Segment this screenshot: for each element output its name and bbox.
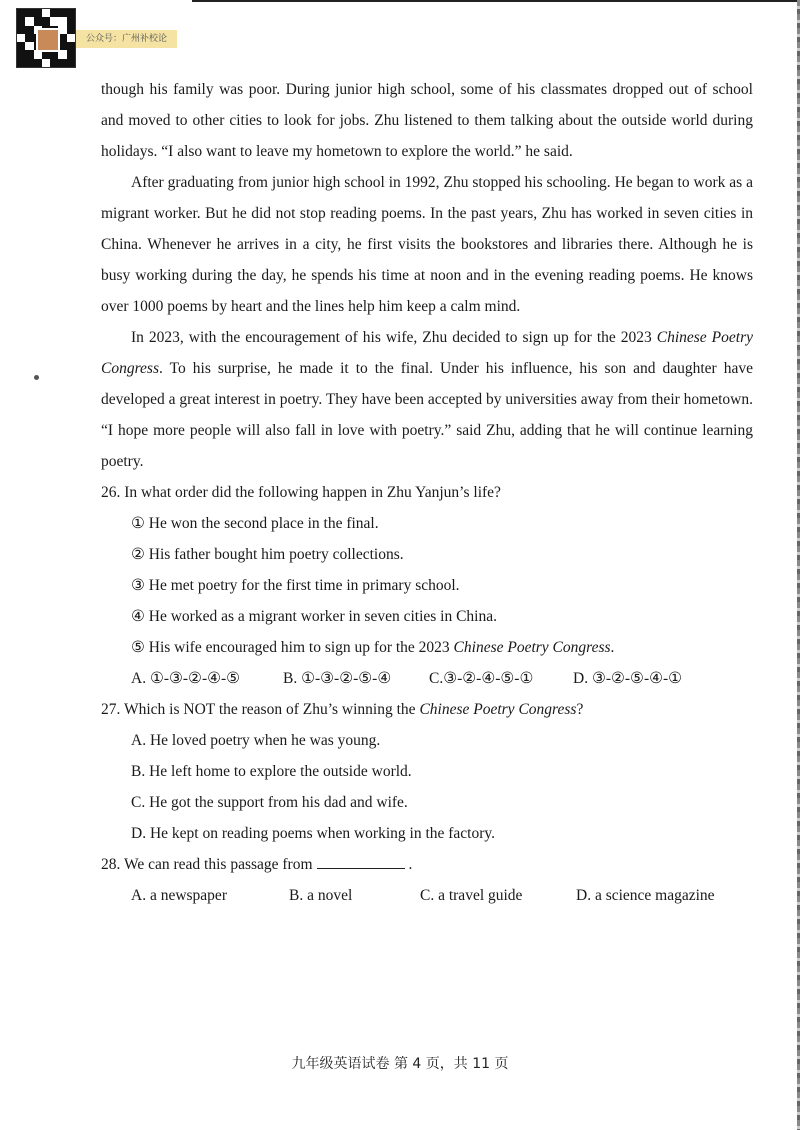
question-27-stem: 27. Which is NOT the reason of Zhu’s winning the Chinese Poetry Congress? xyxy=(101,701,584,718)
q26-event-4: ④ He worked as a migrant worker in seven cities in China. xyxy=(131,608,497,625)
q27-option-a[interactable]: A. He loved poetry when he was young. xyxy=(131,732,381,749)
q28-option-b[interactable]: B. a novel xyxy=(289,887,353,904)
q28-options xyxy=(131,880,753,911)
q28-option-c[interactable]: C. a travel guide xyxy=(420,887,523,904)
page-footer: 九年级英语试卷 第 4 页，共 11 页 xyxy=(291,1056,509,1072)
passage-paragraph-3: In 2023, with the encouragement of his wife, Zhu decided to sign up for the 2023 Chinese Poetry Congress. To his surprise, he made it to the final. Under his influence, his son and daughter have developed a great interest in poetry. They have been accepted by universities away from their hometown. “I hope more people will also fall in love with poetry.” said Zhu, adding that he will continue learning poetry. xyxy=(101,329,753,470)
q26-event-2: ② His father bought him poetry collections. xyxy=(131,546,404,563)
q26-event-5: ⑤ His wife encouraged him to sign up for the 2023 Chinese Poetry Congress. xyxy=(131,639,615,656)
q26-option-d[interactable]: D. ③-②-⑤-④-① xyxy=(573,670,683,687)
q26-option-c[interactable]: C.③-②-④-⑤-① xyxy=(429,670,534,687)
q26-option-a[interactable]: A. ①-③-②-④-⑤ xyxy=(131,670,241,687)
avatar xyxy=(36,28,60,52)
q26-options xyxy=(131,663,753,694)
q26-event-3: ③ He met poetry for the first time in primary school. xyxy=(131,577,460,594)
q27-option-c[interactable]: C. He got the support from his dad and wife. xyxy=(131,794,408,811)
qr-code xyxy=(16,8,76,68)
margin-mark xyxy=(34,375,39,380)
passage-paragraph-1: though his family was poor. During junior high school, some of his classmates dropped out of school and moved to other cities to look for jobs. Zhu listened to them talking about the outside world during holidays. “I also want to leave my hometown to explore the world.” he said. xyxy=(101,81,753,160)
passage-paragraph-2: After graduating from junior high school in 1992, Zhu stopped his schooling. He began to work as a migrant worker. But he did not stop reading poems. In the past years, Zhu has worked in seven cities in China. Whenever he arrives in a city, he first visits the bookstores and libraries there. Although he is busy working during the day, he spends his time at noon and in the evening reading poems. He knows over 1000 poems by heart and the lines help him keep a calm mind. xyxy=(101,174,753,315)
answer-blank[interactable] xyxy=(317,854,405,869)
question-28-stem: 28. We can read this passage from . xyxy=(101,856,413,873)
question-26-stem: 26. In what order did the following happen in Zhu Yanjun’s life? xyxy=(101,484,501,501)
q27-option-b[interactable]: B. He left home to explore the outside world. xyxy=(131,763,412,780)
q26-option-b[interactable]: B. ①-③-②-⑤-④ xyxy=(283,670,392,687)
q26-event-1: ① He won the second place in the final. xyxy=(131,515,379,532)
top-border-line xyxy=(192,0,800,2)
q28-option-a[interactable]: A. a newspaper xyxy=(131,887,227,904)
account-badge: 公众号：广州补校论 xyxy=(76,30,177,48)
q27-option-d[interactable]: D. He kept on reading poems when working in the factory. xyxy=(131,825,496,842)
exam-content xyxy=(101,74,753,911)
q28-option-d[interactable]: D. a science magazine xyxy=(576,887,715,904)
